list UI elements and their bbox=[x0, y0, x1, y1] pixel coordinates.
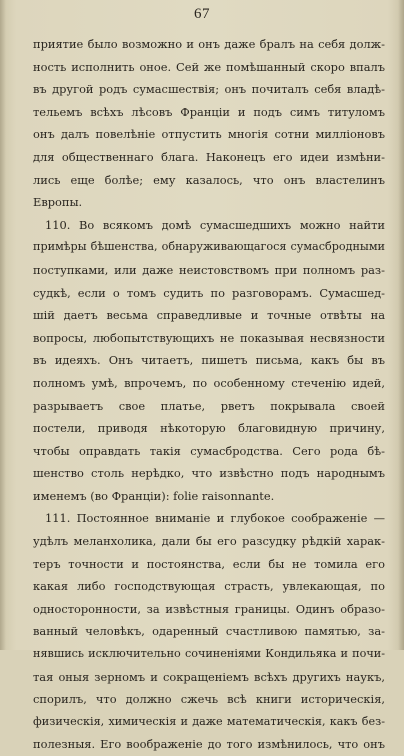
text-line: теръ точности и постоянства, если бы не томила его bbox=[33, 556, 385, 571]
text-line: лись еще болѣе; ему казалось, что онъ властелинъ bbox=[33, 172, 385, 187]
text-line: 111. Постоянное вниманіе и глубокое соображеніе — bbox=[45, 511, 385, 526]
text-line: шій даетъ весьма справедливые и точные отвѣты на bbox=[33, 308, 385, 323]
text-line: для общественнаго блага. Наконецъ его идеи измѣни- bbox=[33, 149, 385, 164]
text-line: Европы. bbox=[33, 195, 83, 210]
text-line: тая оныя зерномъ и сокращеніемъ всѣхъ другихъ наукъ, bbox=[33, 669, 385, 684]
text-line: примѣры бѣшенства, обнаруживающагося сумасбродными bbox=[33, 240, 385, 254]
text-line: какая либо господствующая страсть, увлекающая, по bbox=[33, 579, 385, 594]
text-line: постели, приводя нѣкоторую благовидную причину, bbox=[33, 421, 385, 436]
text-line: физическія, химическія и даже математическія, какъ без- bbox=[33, 714, 385, 728]
text-line: разрываетъ свое платье, рветъ покрывала своей bbox=[33, 398, 385, 413]
text-line: чтобы оправдать такія сумасбродства. Сего рода бѣ- bbox=[33, 443, 385, 458]
text-line: односторонности, за извѣстныя границы. Одинъ образо- bbox=[33, 601, 385, 616]
text-line: именемъ (во Франціи): folie raisonnante. bbox=[33, 488, 275, 503]
text-line: удѣлъ меланхолика, дали бы его разсудку рѣдкій харак- bbox=[33, 534, 385, 549]
text-line: ность исполнить оное. Сей же помѣшанный скоро впалъ bbox=[33, 59, 385, 74]
page-edge-shadow-right bbox=[398, 0, 404, 650]
text-line: въ другой родъ сумасшествія; онъ почиталъ себя владѣ- bbox=[33, 82, 385, 97]
text-line: поступками, или даже неистовствомъ при полномъ раз- bbox=[33, 262, 385, 277]
text-line: онъ далъ повелѣніе отпустить многія сотни милліоновъ bbox=[33, 127, 385, 142]
page-edge-shadow-left bbox=[0, 0, 6, 650]
text-line: шенство столь нерѣдко, что извѣстно подъ народнымъ bbox=[33, 466, 385, 481]
text-line: спорилъ, что должно сжечь всѣ книги историческія, bbox=[33, 692, 385, 707]
text-line: нявшись исключительно сочиненіями Кондильяка и почи- bbox=[33, 647, 385, 661]
text-line: въ идеяхъ. Онъ читаетъ, пишетъ письма, какъ бы въ bbox=[33, 353, 385, 368]
text-line: вопросы, любопытствующихъ не показывая несвязности bbox=[33, 330, 385, 345]
text-line: ванный человѣкъ, одаренный счастливою памятью, за- bbox=[33, 624, 385, 639]
text-line: тельемъ всѣхъ лѣсовъ Франціи и подъ симъ титуломъ bbox=[33, 104, 385, 119]
text-line: 110. Во всякомъ домѣ сумасшедшихъ можно найти bbox=[45, 217, 385, 232]
text-line: полномъ умѣ, впрочемъ, по особенному стеченію идей, bbox=[33, 375, 385, 390]
text-line: приятие было возможно и онъ даже бралъ на себя долж- bbox=[33, 37, 385, 51]
page-number: 67 bbox=[194, 6, 210, 22]
text-line: судкѣ, если о томъ судить по разговорамъ. Сумасшед- bbox=[33, 285, 385, 300]
body-text bbox=[33, 33, 385, 756]
text-line: полезныя. Его воображеніе до того измѣнилось, что онъ bbox=[33, 737, 385, 752]
